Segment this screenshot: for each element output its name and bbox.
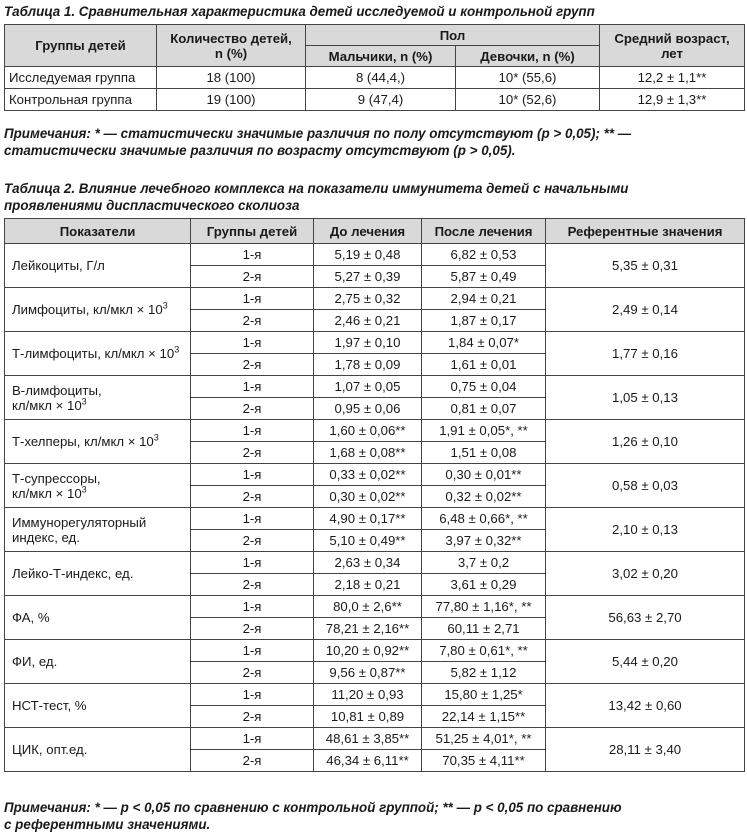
t2-after-cell: 1,87 ± 0,17 bbox=[422, 310, 546, 332]
t2-reference-cell: 28,11 ± 3,40 bbox=[546, 728, 745, 772]
t2-reference-cell: 2,49 ± 0,14 bbox=[546, 288, 745, 332]
t2-before-cell: 5,27 ± 0,39 bbox=[314, 266, 422, 288]
t2-after-cell: 70,35 ± 4,11** bbox=[422, 750, 546, 772]
t2-after-cell: 0,75 ± 0,04 bbox=[422, 376, 546, 398]
t2-header-indicator: Показатели bbox=[5, 219, 191, 244]
t2-before-cell: 78,21 ± 2,16** bbox=[314, 618, 422, 640]
t2-before-cell: 5,19 ± 0,48 bbox=[314, 244, 422, 266]
t2-reference-cell: 0,58 ± 0,03 bbox=[546, 464, 745, 508]
t1-girls-cell: 10* (55,6) bbox=[456, 67, 600, 89]
t1-group-cell: Контрольная группа bbox=[5, 89, 157, 111]
t2-before-cell: 1,97 ± 0,10 bbox=[314, 332, 422, 354]
t2-reference-cell: 1,26 ± 0,10 bbox=[546, 420, 745, 464]
t2-header-after: После лечения bbox=[422, 219, 546, 244]
t2-indicator-cell: НСТ-тест, % bbox=[5, 684, 191, 728]
table-row bbox=[5, 508, 745, 530]
t2-indicator-cell: ФА, % bbox=[5, 596, 191, 640]
t2-after-cell: 1,61 ± 0,01 bbox=[422, 354, 546, 376]
t2-indicator-cell: ЦИК, опт.ед. bbox=[5, 728, 191, 772]
table-row bbox=[5, 244, 745, 266]
t2-before-cell: 80,0 ± 2,6** bbox=[314, 596, 422, 618]
t2-indicator-cell: Т-лимфоциты, $кл/мкл \times 10^3$ bbox=[5, 332, 191, 376]
t2-before-cell: 2,18 ± 0,21 bbox=[314, 574, 422, 596]
t2-before-cell: 46,34 ± 6,11** bbox=[314, 750, 422, 772]
t2-reference-cell: 1,77 ± 0,16 bbox=[546, 332, 745, 376]
table2-caption: Таблица 2. Влияние лечебного комплекса на показатели иммунитета детей с начальными проявлениями диспластического сколиоза bbox=[4, 181, 629, 213]
table-row bbox=[5, 288, 745, 310]
t2-indicator-cell: Лимфоциты, $кл/мкл \times 10^3$ bbox=[5, 288, 191, 332]
t2-group-cell: 1-я bbox=[191, 376, 314, 398]
t2-after-cell: 0,81 ± 0,07 bbox=[422, 398, 546, 420]
t2-after-cell: 5,82 ± 1,12 bbox=[422, 662, 546, 684]
t2-group-cell: 2-я bbox=[191, 574, 314, 596]
table2-note: Примечания: * — р < 0,05 по сравнению с контрольной группой; ** — р < 0,05 по сравнению с референтными значениями. bbox=[4, 800, 622, 832]
t2-before-cell: 11,20 ± 0,93 bbox=[314, 684, 422, 706]
t2-before-cell: 2,75 ± 0,32 bbox=[314, 288, 422, 310]
t2-indicator-cell: Иммунорегуляторный индекс, ед. bbox=[5, 508, 191, 552]
t2-before-cell: 48,61 ± 3,85** bbox=[314, 728, 422, 750]
t1-header-group: Группы детей bbox=[5, 25, 157, 67]
t2-before-cell: 1,78 ± 0,09 bbox=[314, 354, 422, 376]
t2-group-cell: 2-я bbox=[191, 662, 314, 684]
t2-after-cell: 3,97 ± 0,32** bbox=[422, 530, 546, 552]
t2-reference-cell: 13,42 ± 0,60 bbox=[546, 684, 745, 728]
table-row bbox=[5, 376, 745, 398]
t2-after-cell: 15,80 ± 1,25* bbox=[422, 684, 546, 706]
t2-before-cell: 1,60 ± 0,06** bbox=[314, 420, 422, 442]
t2-indicator-cell: ФИ, ед. bbox=[5, 640, 191, 684]
t2-after-cell: 60,11 ± 2,71 bbox=[422, 618, 546, 640]
t2-after-cell: 2,94 ± 0,21 bbox=[422, 288, 546, 310]
t2-before-cell: 0,95 ± 0,06 bbox=[314, 398, 422, 420]
superscript: 3 bbox=[174, 344, 180, 355]
t2-group-cell: 1-я bbox=[191, 244, 314, 266]
t2-group-cell: 1-я bbox=[191, 288, 314, 310]
t2-before-cell: 2,46 ± 0,21 bbox=[314, 310, 422, 332]
t1-header-boys: Мальчики, n (%) bbox=[306, 46, 456, 67]
t2-group-cell: 1-я bbox=[191, 552, 314, 574]
table-row bbox=[5, 596, 745, 618]
table-row bbox=[5, 464, 745, 486]
t2-indicator-cell: Лейко-Т-индекс, ед. bbox=[5, 552, 191, 596]
t1-header-sex: Пол bbox=[306, 25, 600, 46]
t2-indicator-cell: Т-хелперы, $кл/мкл \times 10^3$ bbox=[5, 420, 191, 464]
t2-after-cell: 0,30 ± 0,01** bbox=[422, 464, 546, 486]
t2-after-cell: 6,48 ± 0,66*, ** bbox=[422, 508, 546, 530]
t2-header-reference: Референтные значения bbox=[546, 219, 745, 244]
t2-after-cell: 51,25 ± 4,01*, ** bbox=[422, 728, 546, 750]
table2 bbox=[4, 218, 745, 772]
t2-group-cell: 2-я bbox=[191, 706, 314, 728]
t2-before-cell: 10,81 ± 0,89 bbox=[314, 706, 422, 728]
t2-after-cell: 6,82 ± 0,53 bbox=[422, 244, 546, 266]
t2-after-cell: 1,51 ± 0,08 bbox=[422, 442, 546, 464]
t2-group-cell: 2-я bbox=[191, 618, 314, 640]
t2-group-cell: 1-я bbox=[191, 420, 314, 442]
table-row bbox=[5, 684, 745, 706]
t2-reference-cell: 56,63 ± 2,70 bbox=[546, 596, 745, 640]
t2-after-cell: 1,91 ± 0,05*, ** bbox=[422, 420, 546, 442]
t2-group-cell: 2-я bbox=[191, 530, 314, 552]
t2-group-cell: 1-я bbox=[191, 596, 314, 618]
t2-before-cell: 1,68 ± 0,08** bbox=[314, 442, 422, 464]
t2-group-cell: 2-я bbox=[191, 398, 314, 420]
t2-reference-cell: 3,02 ± 0,20 bbox=[546, 552, 745, 596]
t2-group-cell: 1-я bbox=[191, 728, 314, 750]
superscript: 3 bbox=[153, 432, 159, 443]
t2-header-before: До лечения bbox=[314, 219, 422, 244]
t2-reference-cell: 1,05 ± 0,13 bbox=[546, 376, 745, 420]
t1-boys-cell: 8 (44,4,) bbox=[306, 67, 456, 89]
superscript: 3 bbox=[81, 396, 87, 407]
t2-group-cell: 1-я bbox=[191, 640, 314, 662]
t1-header-count: Количество детей, n (%) bbox=[157, 25, 306, 67]
table-row bbox=[5, 89, 745, 111]
t2-group-cell: 2-я bbox=[191, 442, 314, 464]
t1-girls-cell: 10* (52,6) bbox=[456, 89, 600, 111]
t2-group-cell: 2-я bbox=[191, 310, 314, 332]
t2-reference-cell: 2,10 ± 0,13 bbox=[546, 508, 745, 552]
t1-header-age: Средний возраст, лет bbox=[600, 25, 745, 67]
t2-before-cell: 4,90 ± 0,17** bbox=[314, 508, 422, 530]
table1-note: Примечания: * — статистически значимые различия по полу отсутствуют (р > 0,05); ** — статистически значимые различия по возрасту отсутствуют (р > 0,05). bbox=[4, 126, 632, 158]
table-row bbox=[5, 552, 745, 574]
t2-before-cell: 10,20 ± 0,92** bbox=[314, 640, 422, 662]
t2-group-cell: 2-я bbox=[191, 354, 314, 376]
t2-before-cell: 9,56 ± 0,87** bbox=[314, 662, 422, 684]
t2-after-cell: 1,84 ± 0,07* bbox=[422, 332, 546, 354]
t2-before-cell: 2,63 ± 0,34 bbox=[314, 552, 422, 574]
table-row bbox=[5, 67, 745, 89]
table-row bbox=[5, 420, 745, 442]
t2-after-cell: 7,80 ± 0,61*, ** bbox=[422, 640, 546, 662]
t2-body bbox=[5, 244, 745, 772]
t2-after-cell: 0,32 ± 0,02** bbox=[422, 486, 546, 508]
t2-after-cell: 77,80 ± 1,16*, ** bbox=[422, 596, 546, 618]
t1-boys-cell: 9 (47,4) bbox=[306, 89, 456, 111]
t2-header-group: Группы детей bbox=[191, 219, 314, 244]
t2-before-cell: 5,10 ± 0,49** bbox=[314, 530, 422, 552]
t2-indicator-cell: В-лимфоциты, $кл/мкл \times 10^3$ bbox=[5, 376, 191, 420]
t2-group-cell: 2-я bbox=[191, 750, 314, 772]
superscript: 3 bbox=[162, 300, 168, 311]
table1-caption: Таблица 1. Сравнительная характеристика детей исследуемой и контрольной групп bbox=[4, 4, 595, 19]
t1-age-cell: 12,9 ± 1,3** bbox=[600, 89, 745, 111]
t2-group-cell: 2-я bbox=[191, 266, 314, 288]
t2-after-cell: 3,61 ± 0,29 bbox=[422, 574, 546, 596]
t2-after-cell: 22,14 ± 1,15** bbox=[422, 706, 546, 728]
t2-reference-cell: 5,35 ± 0,31 bbox=[546, 244, 745, 288]
t2-indicator-cell: Т-супрессоры, $кл/мкл \times 10^3$ bbox=[5, 464, 191, 508]
superscript: 3 bbox=[81, 484, 87, 495]
table-row bbox=[5, 332, 745, 354]
t1-header-girls: Девочки, n (%) bbox=[456, 46, 600, 67]
t2-indicator-cell: Лейкоциты, Г/л bbox=[5, 244, 191, 288]
t2-before-cell: 1,07 ± 0,05 bbox=[314, 376, 422, 398]
t2-group-cell: 1-я bbox=[191, 332, 314, 354]
t1-count-cell: 18 (100) bbox=[157, 67, 306, 89]
t2-group-cell: 1-я bbox=[191, 684, 314, 706]
t1-age-cell: 12,2 ± 1,1** bbox=[600, 67, 745, 89]
t2-group-cell: 1-я bbox=[191, 464, 314, 486]
t2-group-cell: 1-я bbox=[191, 508, 314, 530]
t2-group-cell: 2-я bbox=[191, 486, 314, 508]
t2-reference-cell: 5,44 ± 0,20 bbox=[546, 640, 745, 684]
t2-after-cell: 5,87 ± 0,49 bbox=[422, 266, 546, 288]
t1-group-cell: Исследуемая группа bbox=[5, 67, 157, 89]
table1 bbox=[4, 24, 745, 111]
t2-after-cell: 3,7 ± 0,2 bbox=[422, 552, 546, 574]
table-row bbox=[5, 640, 745, 662]
table-row bbox=[5, 728, 745, 750]
t2-before-cell: 0,33 ± 0,02** bbox=[314, 464, 422, 486]
t1-count-cell: 19 (100) bbox=[157, 89, 306, 111]
t2-before-cell: 0,30 ± 0,02** bbox=[314, 486, 422, 508]
